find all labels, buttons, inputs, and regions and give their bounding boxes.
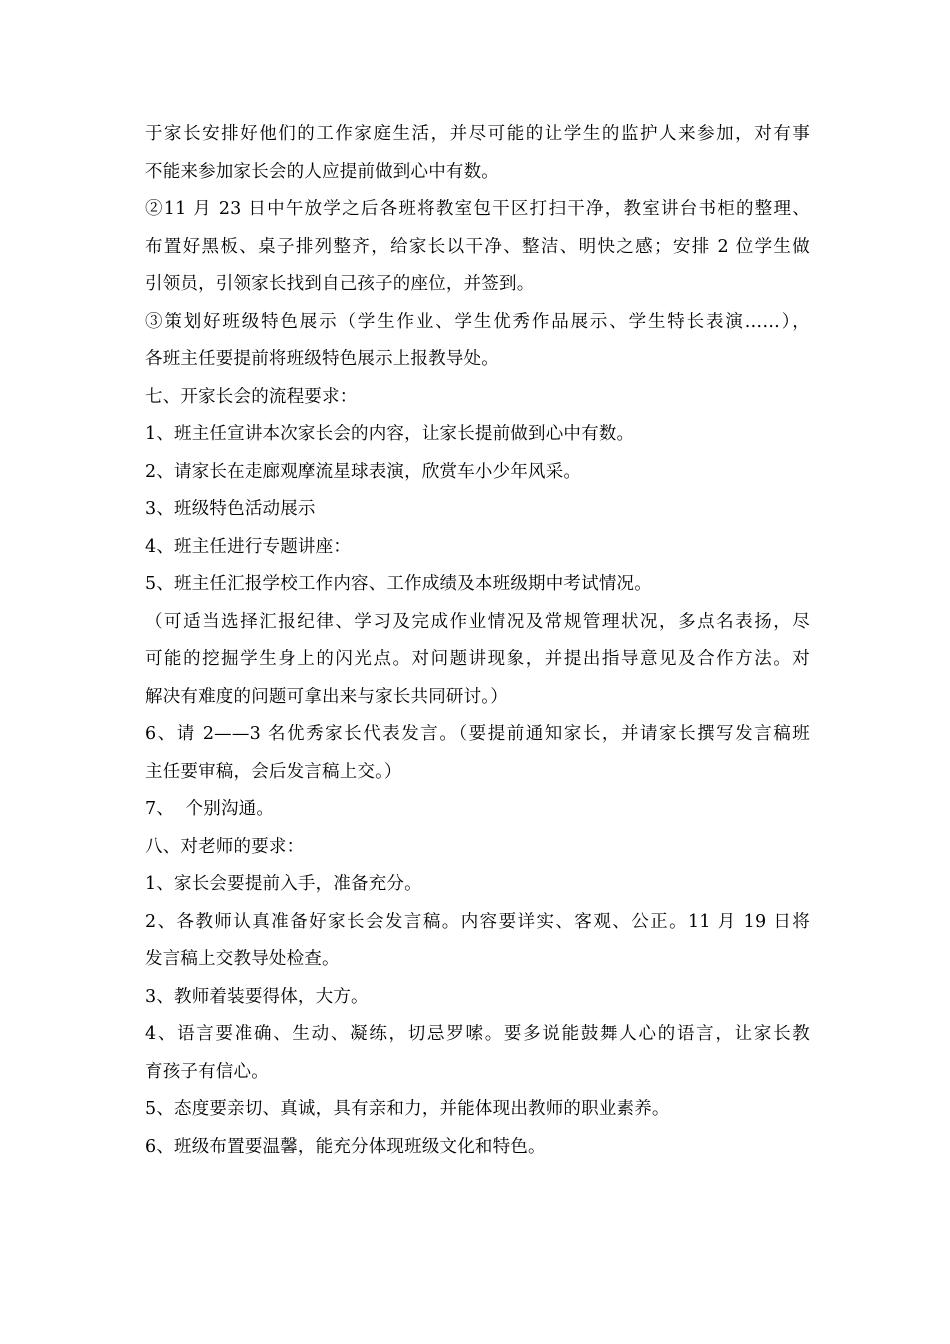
- text-line: 引领员，引领家长找到自己孩子的座位，并签到。: [145, 274, 535, 294]
- list-item: 2、各教师认真准备好家长会发言稿。内容要详实、客观、公正。11 月 19 日将: [145, 911, 810, 932]
- list-item: 4、班主任进行专题讲座：: [145, 536, 352, 557]
- text-line: ②11 月 23 日中午放学之后各班将教室包干区打扫干净，教室讲台书柜的整理、: [145, 199, 810, 219]
- list-item: 1、家长会要提前入手，准备充分。: [145, 874, 422, 894]
- text-line: 育孩子有信心。: [145, 1061, 269, 1082]
- text-line: 布置好黑板、桌子排列整齐，给家长以干净、整洁、明快之感；安排 2 位学生做: [145, 236, 810, 257]
- section-heading-eight: 八、对老师的要求：: [145, 836, 305, 857]
- document-body: [145, 116, 810, 1166]
- text-line: 解决有难度的问题可拿出来与家长共同研讨。）: [145, 686, 508, 707]
- list-item: 5、班主任汇报学校工作内容、工作成绩及本班级期中考试情况。: [145, 574, 652, 594]
- section-heading-seven: 七、开家长会的流程要求：: [145, 386, 358, 407]
- text-line: 可能的挖掘学生身上的闪光点。对问题讲现象，并提出指导意见及合作方法。对: [145, 649, 810, 669]
- list-item: 3、教师着装要得体，大方。: [145, 986, 369, 1007]
- list-item: 4、语言要准确、生动、凝练，切忌罗嗦。要多说能鼓舞人心的语言，让家长教: [145, 1024, 810, 1044]
- text-line: 于家长安排好他们的工作家庭生活，并尽可能的让学生的监护人来参加，对有事: [145, 124, 810, 144]
- list-item: 7、 个别沟通。: [145, 799, 275, 819]
- text-line: 发言稿上交教导处检查。: [145, 949, 340, 969]
- list-item: 2、请家长在走廊观摩流星球表演，欣赏车小少年风采。: [145, 461, 582, 482]
- list-item: 6、班级布置要温馨，能充分体现班级文化和特色。: [145, 1136, 546, 1157]
- text-line: ③策划好班级特色展示（学生作业、学生优秀作品展示、学生特长表演……），: [145, 311, 810, 332]
- text-line: 各班主任要提前将班级特色展示上报教导处。: [145, 349, 499, 369]
- list-item: 3、班级特色活动展示: [145, 499, 316, 519]
- list-item: 6、请 2——3 名优秀家长代表发言。（要提前通知家长，并请家长撰写发言稿班: [145, 724, 810, 744]
- list-item: 5、态度要亲切、真诚，具有亲和力，并能体现出教师的职业素养。: [145, 1099, 670, 1119]
- text-line: 不能来参加家长会的人应提前做到心中有数。: [145, 161, 499, 182]
- text-line: （可适当选择汇报纪律、学习及完成作业情况及常规管理状况，多点名表扬，尽: [145, 611, 810, 632]
- list-item: 1、班主任宣讲本次家长会的内容，让家长提前做到心中有数。: [145, 424, 635, 444]
- text-line: 主任要审稿，会后发言稿上交。）: [145, 761, 402, 782]
